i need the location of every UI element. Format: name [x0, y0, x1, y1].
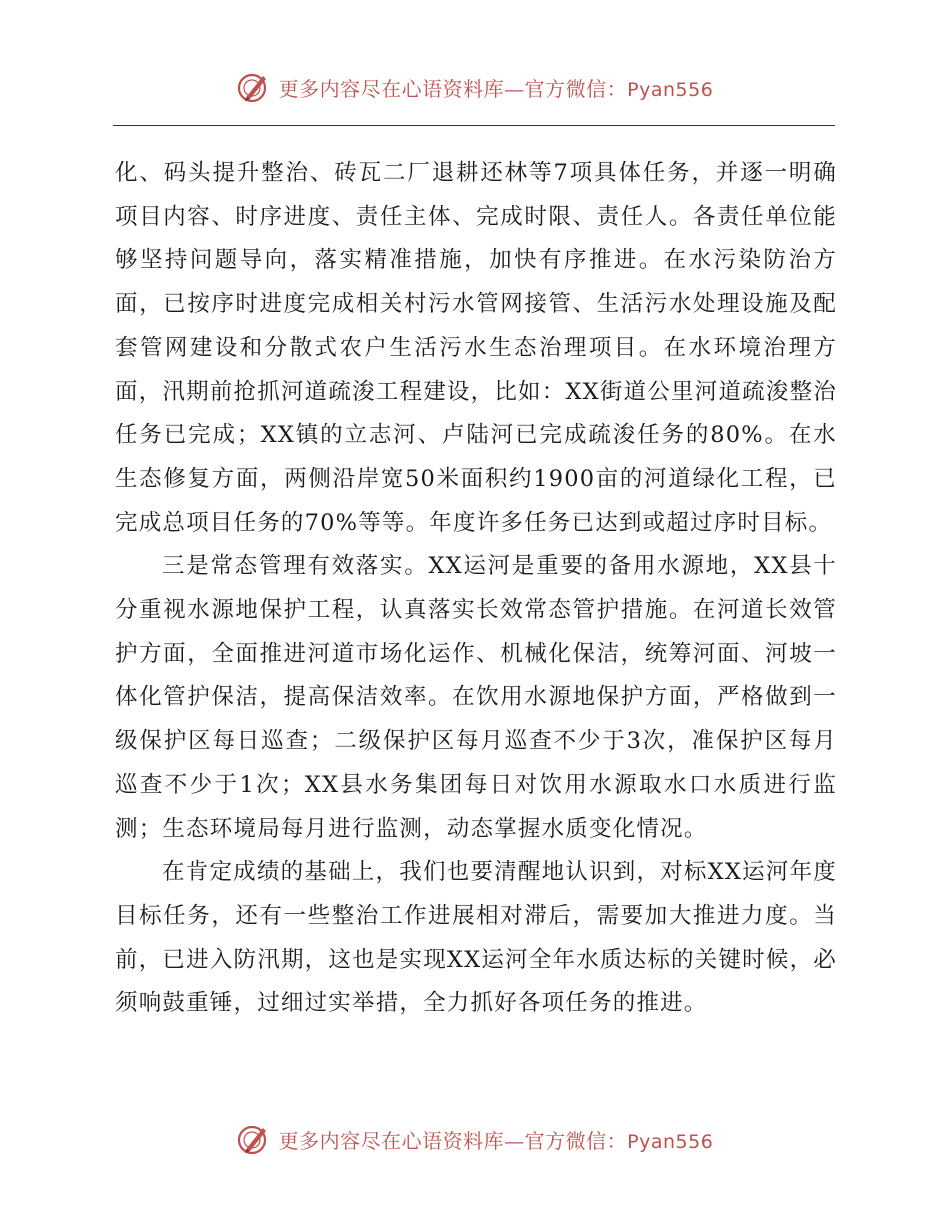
header-divider	[113, 125, 835, 126]
footer-banner-dash: —	[504, 1128, 525, 1153]
header-banner	[237, 70, 714, 104]
footer-banner-prefix: 更多内容尽在心语资料库	[278, 1128, 505, 1153]
paragraph-2: 三是常态管理有效落实。XX运河是重要的备用水源地，XX县十分重视水源地保护工程，认真落实长效常态管护措施。在河道长效管护方面，全面推进河道市场化运作、机械化保洁，统筹河面、河坡一体化管护保洁，提高保洁效率。在饮用水源地保护方面，严格做到一级保护区每日巡查；二级保护区每月巡查不少于3次，准保护区每月巡查不少于1次；XX县水务集团每日对饮用水源取水口水质进行监测；生态环境局每月进行监测，动态掌握水质变化情况。	[115, 553, 837, 842]
header-banner-dash: —	[504, 76, 525, 101]
pen-logo-icon	[237, 1122, 271, 1156]
page-footer	[0, 1122, 950, 1156]
page-header	[0, 70, 950, 104]
paragraph-1: 化、码头提升整治、砖瓦二厂退耕还林等7项具体任务，并逐一明确项目内容、时序进度、责任主体、完成时限、责任人。各责任单位能够坚持问题导向，落实精准措施，加快有序推进。在水污染防治方面，已按序时进度完成相关村污水管网接管、生活污水处理设施及配套管网建设和分散式农户生活污水生态治理项目。在水环境治理方面，汛期前抢抓河道疏浚工程建设，比如：XX街道公里河道疏浚整治任务已完成；XX镇的立志河、卢陆河已完成疏浚任务的80%。在水生态修复方面，两侧沿岸宽50米面积约1900亩的河道绿化工程，已完成总项目任务的70%等等。年度许多任务已达到或超过序时目标。	[115, 160, 837, 536]
paragraph-3: 在肯定成绩的基础上，我们也要清醒地认识到，对标XX运河年度目标任务，还有一些整治工作进展相对滞后，需要加大推进力度。当前，已进入防汛期，这也是实现XX运河全年水质达标的关键时候，必须响鼓重锤，过细过实举措，全力抓好各项任务的推进。	[115, 859, 837, 1017]
header-banner-prefix: 更多内容尽在心语资料库	[278, 76, 505, 101]
header-banner-wechat-id: Pyan556	[627, 78, 714, 101]
header-banner-middle: 官方微信：	[524, 76, 628, 101]
footer-banner-text	[279, 1125, 714, 1154]
footer-banner-wechat-id: Pyan556	[627, 1130, 714, 1153]
footer-banner-middle: 官方微信：	[524, 1128, 628, 1153]
document-body	[115, 152, 837, 1026]
pen-logo-icon	[237, 70, 271, 104]
footer-banner	[237, 1122, 714, 1156]
header-banner-text	[279, 73, 714, 102]
